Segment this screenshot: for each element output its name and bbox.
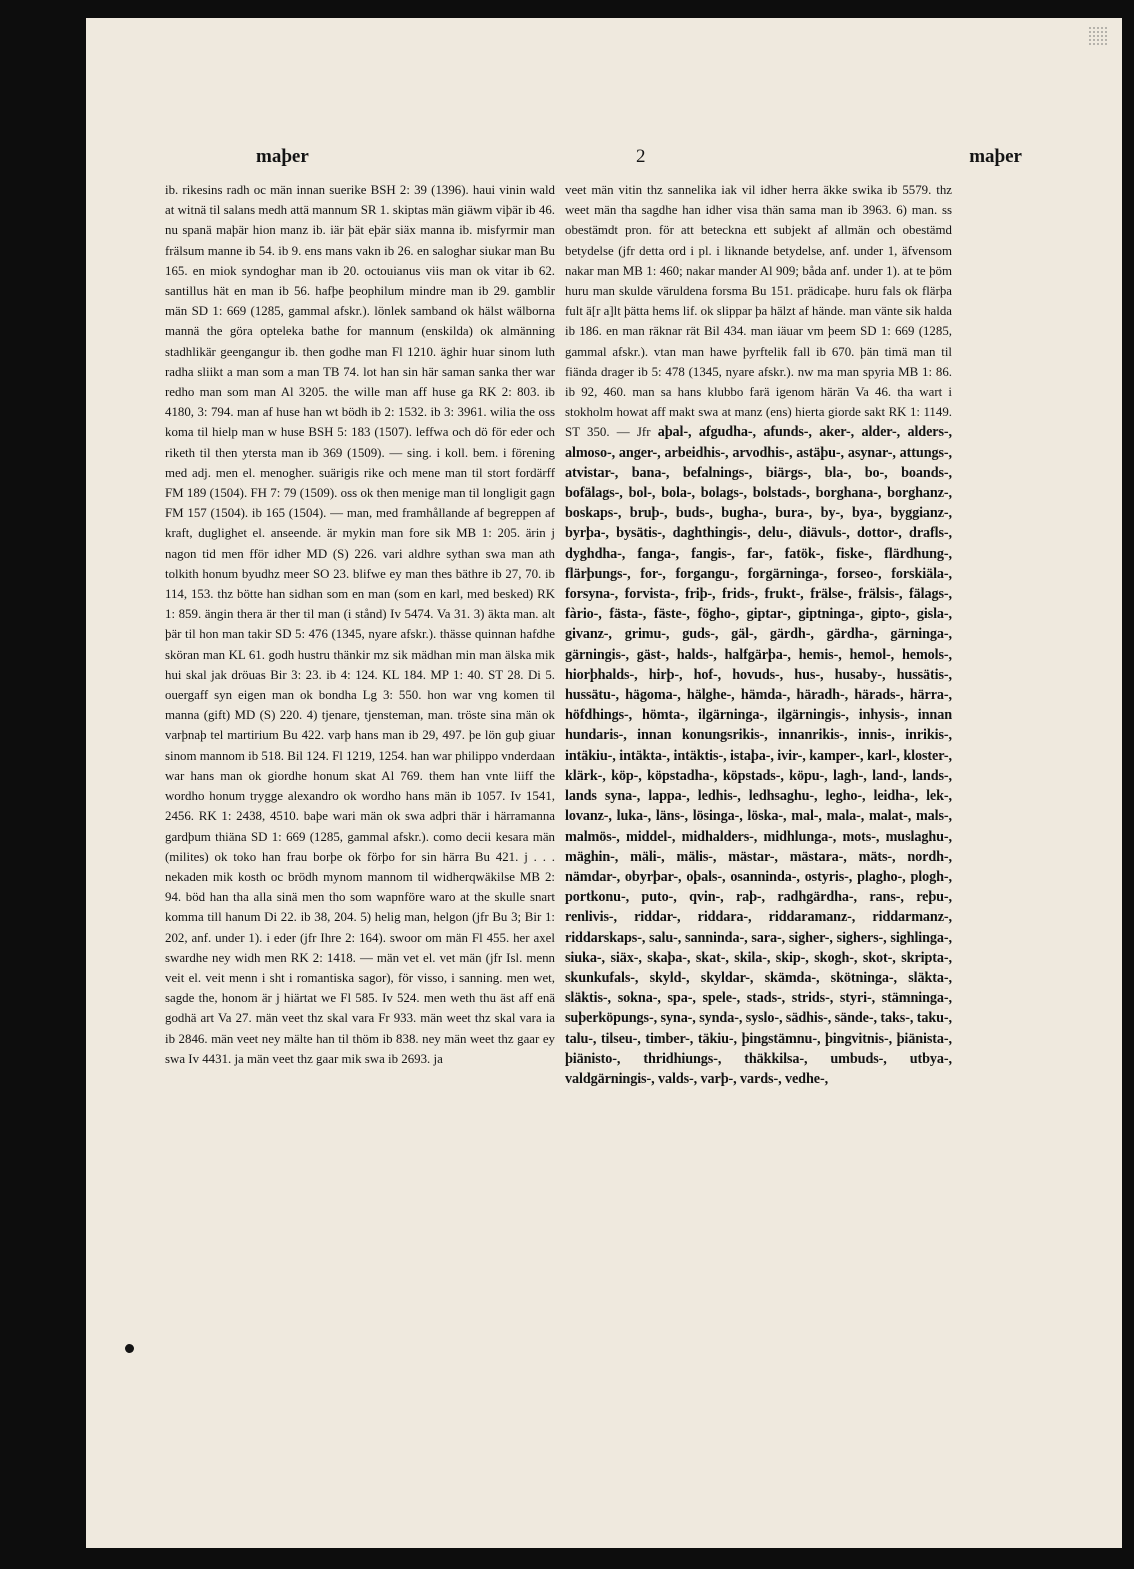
left-column-text: ib. rikesins radh oc män innan suerike BSH 2: 39 (1396). haui vinin wald at witnä til salans medh attä mannum SR 1. skiptas män giäwm viþär ib 46. nu spanä maþär hion manz ib. iär þät eþär siäx manna ib. misfyrmir man frälsum manne ib 54. ib 9. ens mans vakn ib 26. en saloghar siukar man Bu 165. en miok syndoghar man ib 20. octouianus viis man ok vitar ib 62. santillus hät en man ib 56. hafþe þeophilum mindre man ib 29. gamblir män SD 1: 669 (1285, gammal afskr.). lönlek samband ok hälst wälborna mannä the göra opteleka bathe for mannum (enskilda) ok almänning stadhlikär geengangur ib. then godhe man Fl 1210. äghir huar sinom luth radha sliikt a man som a man TB 74. lot han sin här saman sanka ther war redho man som man Al 3205. the wille man aff huse ga RK 2: 803. ib 4180, 3: 794. man af huse han wt bödh ib 2: 1532. ib 3: 3961. wilia the oss koma til hielp man w huse BSH 5: 183 (1507). leffwa och dö för eder och riketh til then ytersta man ib 369 (1509). — sing. i koll. bem. i förening med adj. men el. menogher. suärigis rike och mene man til stort fordärff FM 189 (1504). FH 7: 79 (1509). oss ok then menige man til longligit gagn FM 157 (1504). ib 165 (1504). — man, med framhållande af begreppen af kraft, duglighet el. anseende. är mykin man fore sik MB 1: 205. ärin j nagon tid men fför idher MD (S) 226. vari aldhre sythan swa man ath tolkith honum byudhz meer SO 23. blifwe ey man thes bäthre ib 27, 70. ib 114, 153. thz bötte han sidhan som en man (som en karl, med besked) RK 1: 859. ängin thera är ther til man (i stånd) Iv 5474. Va 31. 3) äkta man. alt þär til hon man takir SD 5: 476 (1345, nyare afskr.). thässe quinnan hafdhe sköran man KL 61. godh hustru thänkir mz sik mädhan min man älska mik hui skal jak dröuas Bir 3: 23. ib 4: 124. KL 184. MP 1: 40. ST 28. Di 5. ouergaff syn eigen man ok bondha Lg 3: 550. hon war vng komen til manna (gift) MD (S) 220. 4) tjenare, tjensteman, man. tröste sina män ok varþnaþ tel martirium Bu 422. varþ hans man ib 29, 497. þe lön guþ giuar sinom mannom ib 518. Bil 124. Fl 1219, 1254. han war philippo vnderdaan war hans man ok giordhe honum skat Al 769. them han vnte liiff the wordho honum trygge alexandro ok wordho hans män ib 1057. Iv 1541, 2456. RK 1: 2438, 4510. baþe wari män ok swa adþri thär i härramanna gardþum thiäna SD 1: 669 (1285, gammal afskr.). como decii kesara män (milites) ok toko han frau borþe ok förþo for sin härra Bu 421. j . . . nekaden mik kosth oc brödh mynom mannom til widherqwäkilse MB 2: 94. böd han tha alla sinä men tho som wapnföre waro at the skulle snart komma till hanum Di 22. ib 38, 204. 5) helig man, helgon (jfr Bu 3; Bir 1: 202, anf. under 1). i eder (jfr Ihre 2: 164). swoor om män Fl 455. her axel swardhe ney widh men RK 2: 1418. — män vet el. vet män (jfr Isl. menn veit el. veit menn i sht i romantiska sagor), för visso, i sanning. men wet, sagde the, honom är j hiärtat we Fl 585. Iv 524. men weth thu äst aff enä godhä art Va 27. män veet thz skal vara Fr 933. män weet thz skal vara ia ib 2846. män veet ney mälte han til thöm ib 838. ney män weet thz gaar ey swa Iv 4431. ja män veet thz gaar mik swa ib 2693. ja: [165, 183, 555, 1066]
right-column: [565, 180, 952, 1380]
running-header: [86, 146, 1122, 172]
margin-dot: [125, 1344, 134, 1353]
left-column: [165, 180, 555, 1380]
header-left-word: maþer: [256, 146, 309, 167]
scan-noise-mark: [1088, 26, 1108, 46]
page-number: 2: [636, 146, 646, 167]
header-right-word: maþer: [969, 146, 1022, 167]
compound-list: aþal-, afgudha-, afunds-, aker-, alder-, alders-, almoso-, anger-, arbeidhis-, arvodhis-, astäþu-, asynar-, attungs-, atvistar-, bana-, befalnings-, biärgs-, bla-, bo-, boands-, bofälags-, bol-, bola-, bolags-, bolstads-, borghana-, borghanz-, boskaps-, bruþ-, buds-, bugha-, bura-, by-, bya-, byggianz-, byrþa-, bysätis-, daghthingis-, delu-, diävuls-, dottor-, drafls-, dyghdha-, fanga-, fangis-, far-, fatök-, fiske-, flärdhung-, flärþungs-, for-, forgangu-, forgärninga-, forseo-, forskiäla-, forsyna-, forvista-, friþ-, frids-, frukt-, frälse-, frälsis-, fälags-, fàrio-, fästa-, fäste-, fögho-, giptar-, giptninga-, gipto-, gisla-, givanz-, grimu-, guds-, gäl-, gärdh-, gärdha-, gärninga-, gärningis-, gäst-, halds-, halfgärþa-, hemis-, hemol-, hemols-, hiorþhalds-, hirþ-, hof-, hovuds-, hus-, husaby-, hussätis-, hussätu-, hägoma-, hälghe-, hämda-, häradh-, härads-, härra-, höfdhings-, hömta-, ilgärninga-, ilgärningis-, inhysis-, innan hundaris-, innan konungsrikis-, innanrikis-, innis-, inrikis-, intäkiu-, intäkta-, intäktis-, istaþa-, ivir-, kamper-, karl-, kloster-, klärk-, köp-, köpstadha-, köpstads-, köpu-, lagh-, land-, lands-, lands syna-, lappa-, ledhis-, ledhsaghu-, legho-, leidha-, lek-, lovanz-, luka-, läns-, lösinga-, löska-, mal-, mala-, malat-, mals-, malmös-, middel-, midhalders-, midhlunga-, mots-, muslaghu-, mäghin-, mäli-, mälis-, mästar-, mästara-, mäts-, nordh-, nämdar-, obyrþar-, oþals-, osanninda-, ostyris-, plagho-, plogh-, portkonu-, puto-, qvin-, raþ-, radhgärdha-, rans-, reþu-, renlivis-, riddar-, riddara-, riddaramanz-, riddarmanz-, riddarskaps-, salu-, sanninda-, sara-, sigher-, sighers-, sighlinga-, siuka-, siäx-, skaþa-, skat-, skila-, skip-, skogh-, skot-, skripta-, skunkufals-, skyld-, skyldar-, skämda-, skötninga-, släkta-, släktis-, sokna-, spa-, spele-, stads-, strids-, styri-, stämninga-, suþerköpungs-, syna-, synda-, syslo-, sädhis-, sände-, taks-, taku-, talu-, tilseu-, timber-, täkiu-, þingstämnu-, þingvitnis-, þiänista-, þiänisto-, thridhiungs-, thäkkilsa-, umbuds-, utbya-, valdgärningis-, valds-, varþ-, vards-, vedhe-,: [565, 424, 952, 1087]
right-column-text: veet män vitin thz sannelika iak vil idher herra äkke swika ib 5579. thz weet män tha sagdhe han idher visa thän sama man ib 3963. 6) man. ss obestämdt pron. för att beteckna ett subjekt af allmän och obestämd betydelse (jfr detta ord i pl. i liknande betydelse, anf. under 1, äfvensom nakar man MB 1: 460; nakar mander Al 909; båda anf. under 1). at te þöm huru man skulde väruldena forsma Bu 151. prädicaþe. huru fals ok flärþa fult ä[r a]lt þätta hems lif. ok slippar þa hälzt af hände. man vänte sik halda ib 186. en man räknar rät Bil 434. man iäuar vm þeem SD 1: 669 (1285, gammal afskr.). vtan man hawe þyrftelik fall ib 670. þän timä man til fiända drager ib 5: 478 (1345, nyare afskr.). nw ma man spyria MB 1: 86. ib 92, 460. man sa hans klubbo farä igenom härän Va 46. tha wart i stokholm howat aff makt swa at manz (ens) hierta giorde sakt RK 1: 1149. ST 350. — Jfr: [565, 183, 952, 440]
